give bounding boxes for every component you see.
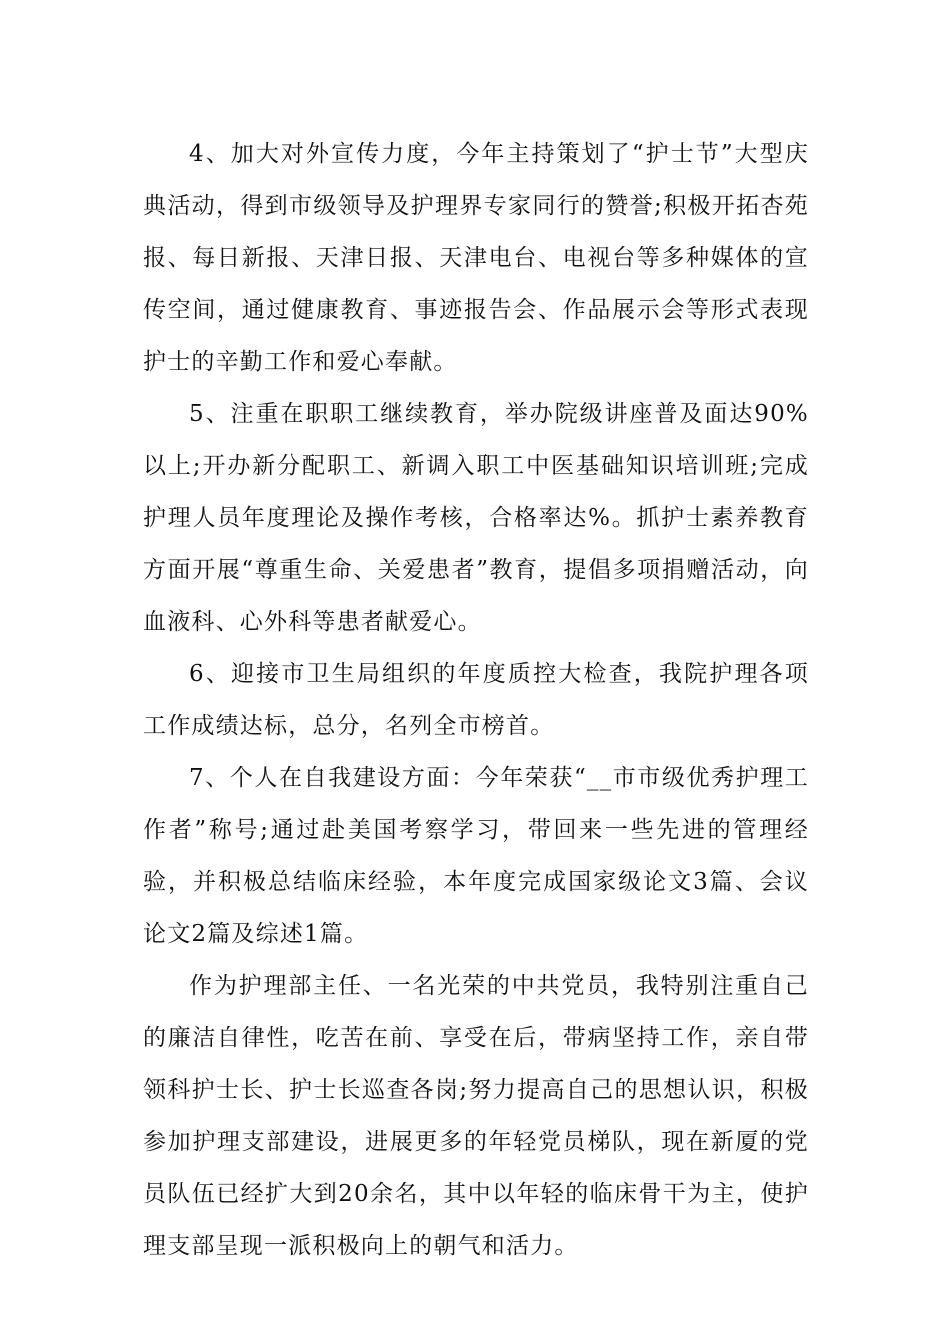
paragraph-item-5: 5、注重在职职工继续教育，举办院级讲座普及面达90%以上;开办新分配职工、新调入职工中医基础知识培训班;完成护理人员年度理论及操作考核，合格率达%。抓护士素养教育方面开展“尊重生命、关爱患者”教育，提倡多项捐赠活动，向血液科、心外科等患者献爱心。 <box>143 401 809 635</box>
paragraph-item-4: 4、加大对外宣传力度，今年主持策划了“护士节”大型庆典活动，得到市级领导及护理界专家同行的赞誉;积极开拓杏苑报、每日新报、天津日报、天津电台、电视台等多种媒体的宣传空间，通过健康教育、事迹报告会、作品展示会等形式表现护士的辛勤工作和爱心奉献。 <box>143 141 809 375</box>
paragraph-item-7: 7、个人在自我建设方面：今年荣获“__市市级优秀护理工作者”称号;通过赴美国考察学习，带回来一些先进的管理经验，并积极总结临床经验，本年度完成国家级论文3篇、会议论文2篇及综述1篇。 <box>143 765 809 947</box>
document-body <box>143 128 809 1272</box>
paragraph-item-6: 6、迎接市卫生局组织的年度质控大检查，我院护理各项工作成绩达标，总分，名列全市榜首。 <box>143 661 809 739</box>
paragraph-director-summary: 作为护理部主任、一名光荣的中共党员，我特别注重自己的廉洁自律性，吃苦在前、享受在后，带病坚持工作，亲自带领科护士长、护士长巡查各岗;努力提高自己的思想认识，积极参加护理支部建设，进展更多的年轻党员梯队，现在新厦的党员队伍已经扩大到20余名，其中以年轻的临床骨干为主，使护理支部呈现一派积极向上的朝气和活力。 <box>143 973 809 1259</box>
